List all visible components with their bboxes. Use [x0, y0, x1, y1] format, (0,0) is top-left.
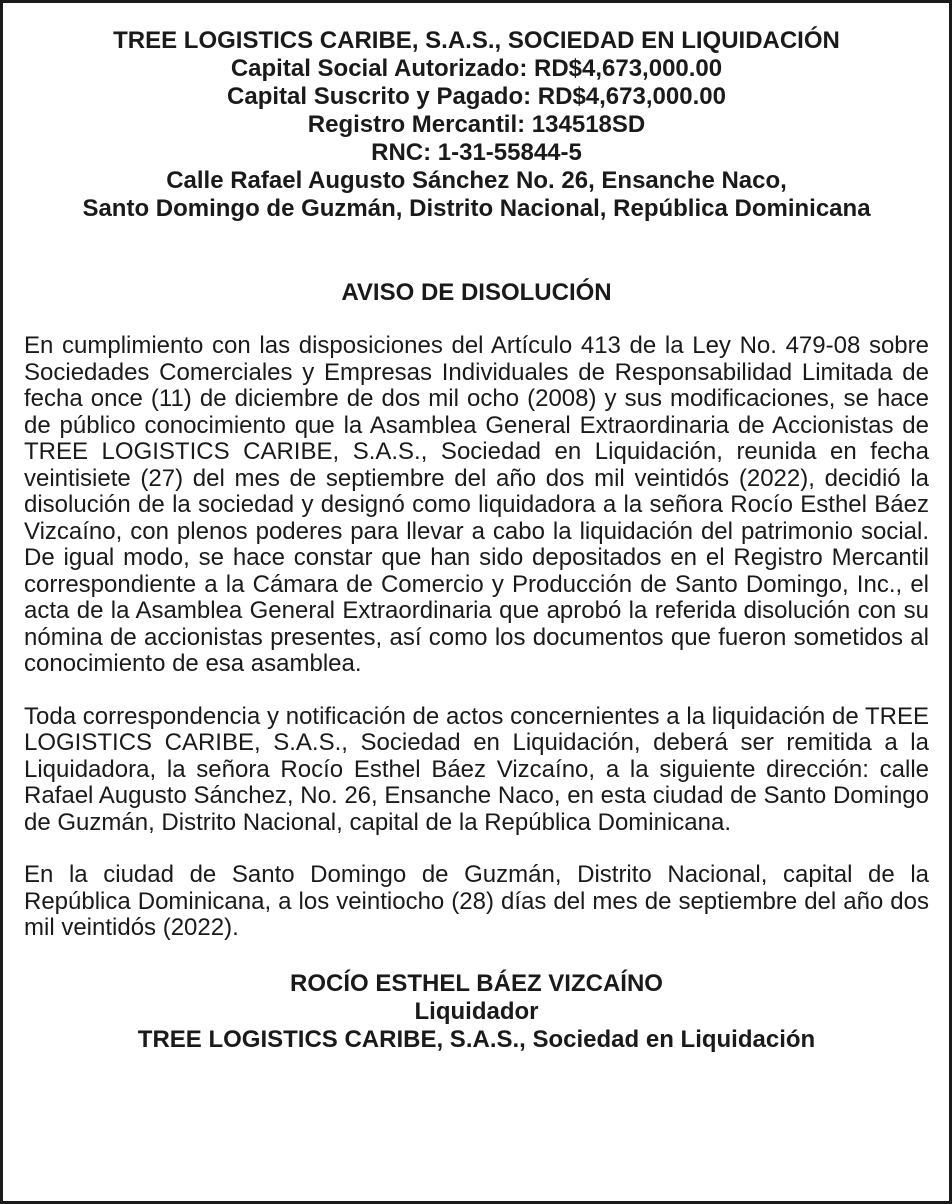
- signatory-name: ROCÍO ESTHEL BÁEZ VIZCAÍNO: [290, 969, 663, 997]
- authorized-capital: Capital Social Autorizado: RD$4,673,000.00: [230, 55, 723, 82]
- body-paragraph-dissolution: En cumplimiento con las disposiciones del Artículo 413 de la Ley No. 479-08 sobre Sociedades Comerciales y Empresas Individuales de Responsabilidad Limitada de fecha once (11) de diciembre de dos mil ocho (2008) y sus modificaciones, se hace de público conocimiento que la Asamblea General Extraordinaria de Accionistas de TREE LOGISTICS CARIBE, S.A.S., Sociedad en Liquidación, reunida en fecha veintisiete (27) del mes de septiembre del año dos mil veintidós (2022), decidió la disolución de la sociedad y designó como liquidadora a la señora Rocío Esthel Báez Vizcaíno, con plenos poderes para llevar a cabo la liquidación del patrimonio social. De igual modo, se hace constar que han sido depositados en el Registro Mercantil correspondiente a la Cámara de Comercio y Producción de Santo Domingo, Inc., el acta de la Asamblea General Extraordinaria que aprobó la referida disolución con su nómina de accionistas presentes, así como los documentos que fueron sometidos al conocimiento de esa asamblea.: [24, 332, 929, 677]
- body-paragraph-correspondence: Toda correspondencia y notificación de actos concernientes a la liquidación de TREE LOGISTICS CARIBE, S.A.S., Sociedad en Liquidación, deberá ser remitida a la Liquidadora, la señora Rocío Esthel Báez Vizcaíno, a la siguiente dirección: calle Rafael Augusto Sánchez, No. 26, Ensanche Naco, en esta ciudad de Santo Domingo de Guzmán, Distrito Nacional, capital de la República Dominicana.: [24, 702, 929, 836]
- company-header: [24, 27, 929, 223]
- rnc-number: RNC: 1-31-55844-5: [371, 139, 582, 166]
- address-line-1: Calle Rafael Augusto Sánchez No. 26, Ensanche Naco,: [166, 167, 787, 194]
- signatory-role: Liquidador: [414, 997, 539, 1025]
- paid-capital: Capital Suscrito y Pagado: RD$4,673,000.00: [227, 83, 726, 110]
- signatory-company: TREE LOGISTICS CARIBE, S.A.S., Sociedad en Liquidación: [137, 1025, 816, 1053]
- address-line-2: Santo Domingo de Guzmán, Distrito Nacional, República Dominicana: [82, 195, 871, 222]
- signature-block: [24, 970, 929, 1054]
- body-paragraph-date: En la ciudad de Santo Domingo de Guzmán, Distrito Nacional, capital de la República Dominicana, a los veintiocho (28) días del mes de septiembre del año dos mil veintidós (2022).: [24, 861, 929, 941]
- company-name: TREE LOGISTICS CARIBE, S.A.S., SOCIEDAD EN LIQUIDACIÓN: [113, 27, 840, 54]
- notice-title: AVISO DE DISOLUCIÓN: [341, 279, 612, 306]
- mercantile-registry: Registro Mercantil: 134518SD: [307, 111, 646, 138]
